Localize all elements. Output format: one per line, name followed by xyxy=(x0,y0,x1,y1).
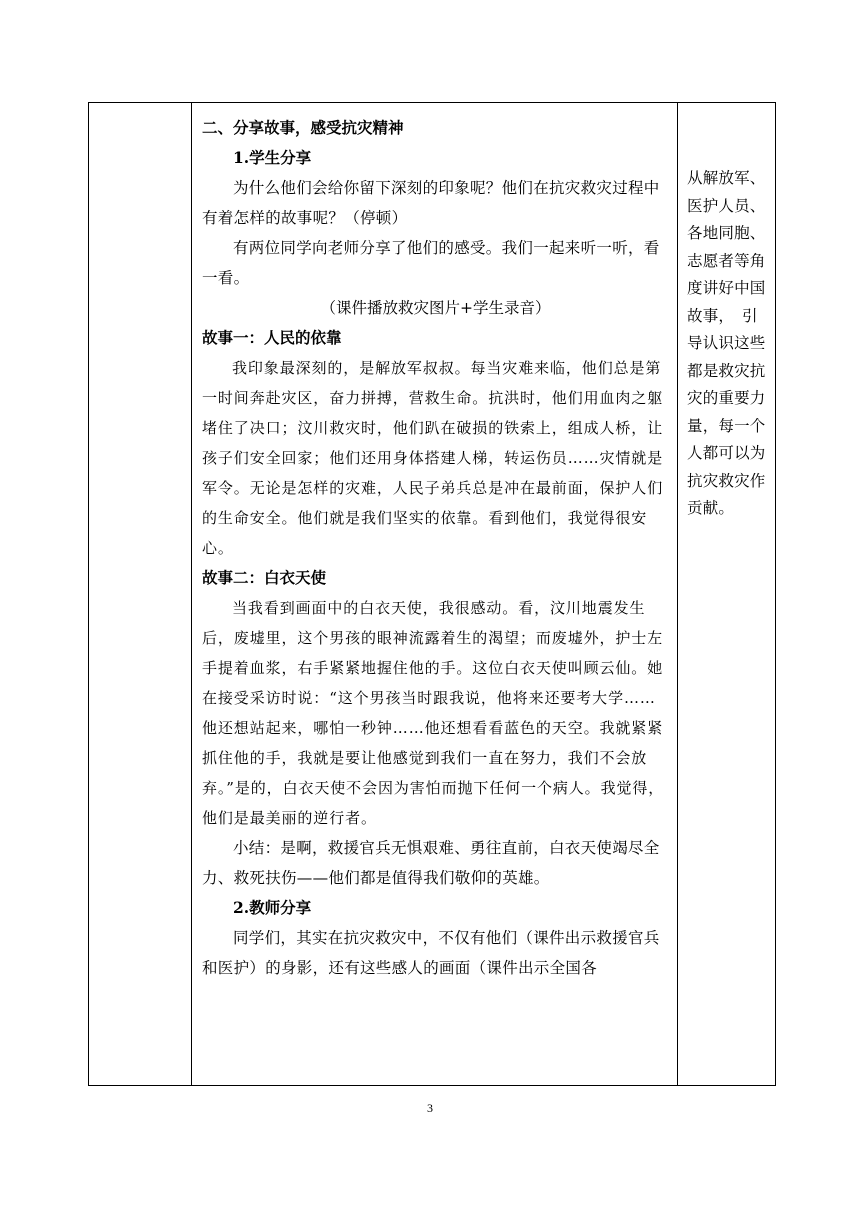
media-note: （课件播放救灾图片+学生录音） xyxy=(320,299,551,317)
paragraph: 同学们，其实在抗灾救灾中，不仅有他们（课件出示救援官兵和医护）的身影，还有这些感人的画面（课件出示全国各 xyxy=(202,929,660,977)
content-cell xyxy=(192,103,678,1086)
subsection-heading-teacher-share: 2.教师分享 xyxy=(233,898,312,917)
story-two-body: 当我看到画面中的白衣天使，我很感动。看，汶川地震发生后，废墟里，这个男孩的眼神流露着生的渴望；而废墟外，护士左手提着血浆，右手紧紧地握住他的手。这位白衣天使叫顾云仙。她在接受采访时说：“这个男孩当时跟我说，他将来还要考大学……他还想站起来，哪怕一秒钟……他还想看看蓝色的天空。我就紧紧抓住他的手，我就是要让他感觉到我们一直在努力，我们不会放弃。”是的，白衣天使不会因为害怕而抛下任何一个病人。我觉得，他们是最美丽的逆行者。 xyxy=(202,599,665,827)
paragraph: 有两位同学向老师分享了他们的感受。我们一起来听一听，看一看。 xyxy=(202,239,660,287)
empty-left-cell xyxy=(89,103,192,1086)
page-number: 3 xyxy=(427,1101,433,1115)
summary-paragraph: 小结：是啊，救援官兵无惧艰难、勇往直前，白衣天使竭尽全力、救死扶伤——他们都是值得我们敬仰的英雄。 xyxy=(202,839,660,887)
paragraph: 为什么他们会给你留下深刻的印象呢？他们在抗灾救灾过程中有着怎样的故事呢？（停顿） xyxy=(202,179,660,227)
lesson-plan-table xyxy=(88,102,776,1086)
story-one-title: 故事一：人民的依靠 xyxy=(202,328,342,347)
story-one-body: 我印象最深刻的，是解放军叔叔。每当灾难来临，他们总是第一时间奔赴灾区，奋力拼搏，营救生命。抗洪时，他们用血肉之躯堵住了决口；汶川救灾时，他们趴在破损的铁索上，组成人桥，让孩子们安全回家；他们还用身体搭建人梯，转运伤员……灾情就是军令。无论是怎样的灾难，人民子弟兵总是冲在最前面，保护人们的生命安全。他们就是我们坚实的依靠。看到他们，我觉得很安心。 xyxy=(202,359,664,557)
subsection-heading-student-share: 1.学生分享 xyxy=(233,148,312,167)
section-heading: 二、分享故事，感受抗灾精神 xyxy=(202,118,404,137)
side-note: 从解放军、医护人员、各地同胞、志愿者等角度讲好中国故事， 引导认识这些都是救灾抗灾的重要力量，每一个人都可以为抗灾救灾作贡献。 xyxy=(687,169,766,517)
story-two-title: 故事二：白衣天使 xyxy=(202,568,327,587)
table-row xyxy=(89,103,776,1086)
side-note-cell xyxy=(678,103,776,1086)
